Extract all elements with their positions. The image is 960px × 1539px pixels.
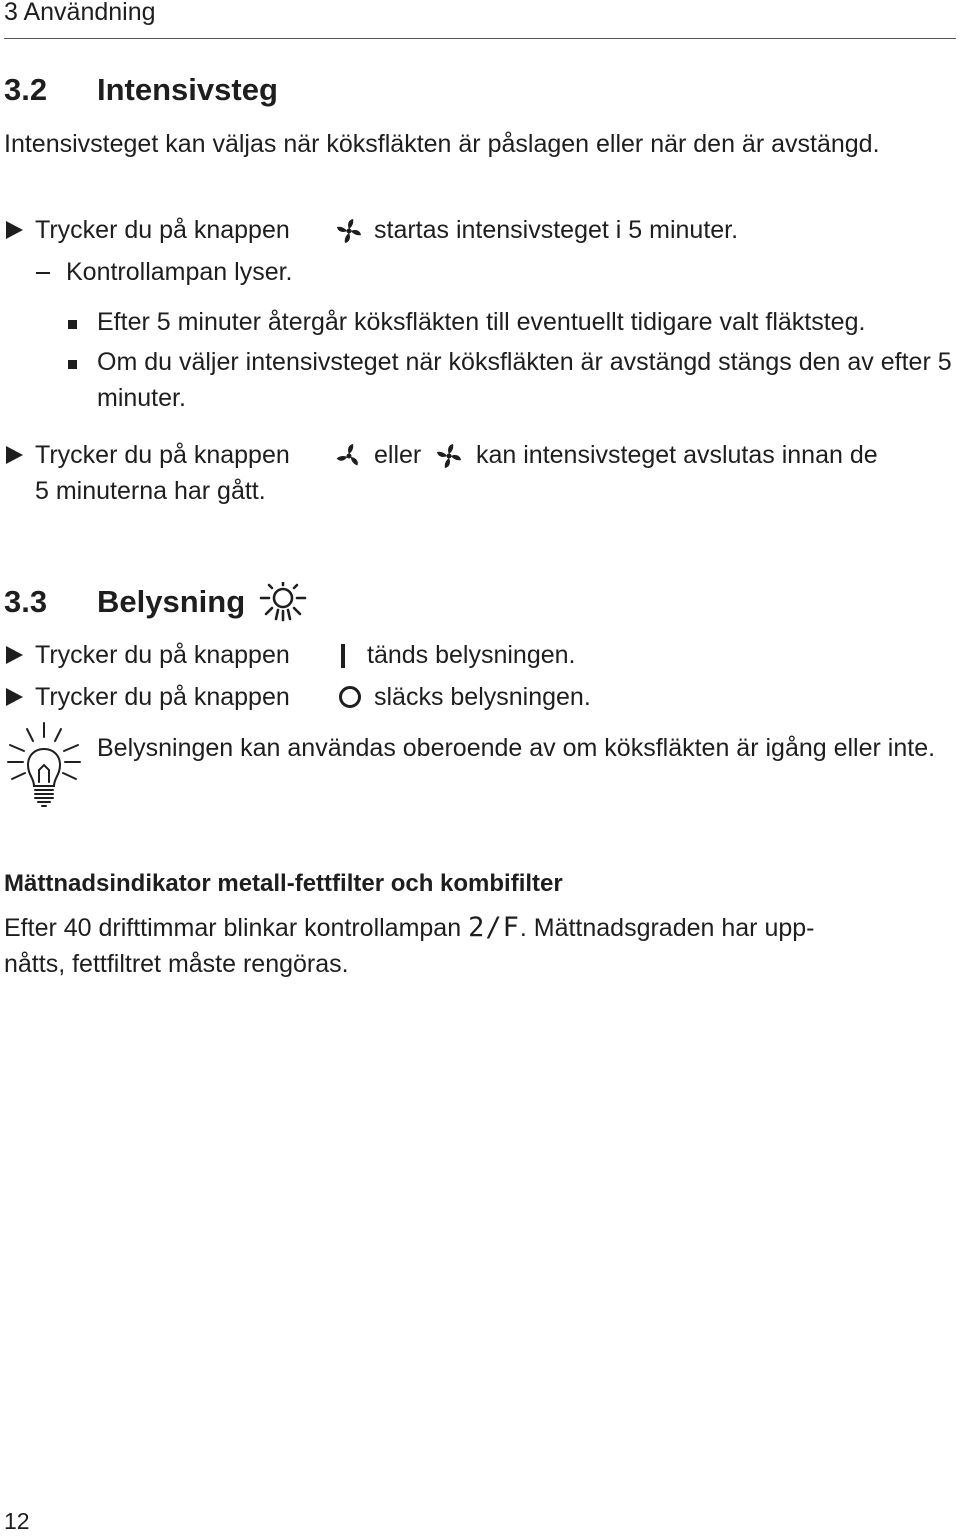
- step-text: släcks belysningen.: [374, 683, 591, 711]
- step-text: 5 minuterna har gått.: [35, 477, 266, 505]
- tip-bulb-icon: [6, 720, 82, 808]
- saturation-indicator: 2/F: [468, 912, 520, 943]
- tip-text: Belysningen kan användas oberoende av om köksfläkten är igång eller inte.: [97, 734, 936, 762]
- intensive-fan-icon: [336, 218, 362, 244]
- saturation-text: [4, 910, 815, 946]
- saturation-text-line2: nåtts, fettfiltret måste rengöras.: [4, 950, 349, 978]
- section-3-3-title: Belysning: [97, 584, 246, 619]
- result-dash: [36, 272, 50, 274]
- section-3-2-intro: Intensivsteget kan väljas när köksfläkten är påslagen eller när den är avstängd.: [4, 130, 880, 158]
- fan-icon: [336, 443, 362, 469]
- page-number: 12: [4, 1508, 30, 1534]
- step-text: Trycker du på knappen: [35, 641, 290, 669]
- section-3-2-number: 3.2: [4, 72, 48, 107]
- note-bullet: [68, 320, 77, 329]
- note-bullet: [68, 360, 77, 369]
- note-text: Om du väljer intensivsteget när köksfläkten är avstängd stängs den av efter 5 minuter.: [97, 348, 952, 412]
- step-text: kan intensivsteget avslutas innan de: [476, 441, 878, 469]
- step-text: Trycker du på knappen: [35, 683, 290, 711]
- step-text: eller: [374, 441, 422, 469]
- on-button-icon: [341, 644, 345, 668]
- step-text: startas intensivsteget i 5 minuter.: [374, 216, 739, 244]
- saturation-text-after: . Mättnadsgraden har upp-: [519, 914, 815, 942]
- off-button-icon: [337, 684, 363, 710]
- running-header: 3 Användning: [4, 0, 156, 26]
- section-3-2-title: Intensivsteg: [97, 72, 278, 107]
- step-arrow: [6, 688, 23, 706]
- step-arrow: [6, 446, 23, 464]
- light-bulb-icon: [258, 582, 308, 622]
- step-text: Trycker du på knappen: [35, 216, 290, 244]
- intensive-fan-icon: [436, 443, 462, 469]
- step-arrow: [6, 646, 23, 664]
- note-text: Efter 5 minuter återgår köksfläkten till eventuellt tidigare valt fläktsteg.: [97, 308, 866, 336]
- header-rule: [4, 38, 956, 39]
- step-arrow: [6, 221, 23, 239]
- saturation-heading: Mättnadsindikator metall-fettfilter och kombifilter: [4, 870, 563, 897]
- step-text: Trycker du på knappen: [35, 441, 290, 469]
- saturation-text-before: Efter 40 drifttimmar blinkar kontrollampan: [4, 914, 462, 942]
- step-text: tänds belysningen.: [367, 641, 576, 669]
- result-text: Kontrollampan lyser.: [66, 258, 293, 286]
- section-3-3-number: 3.3: [4, 584, 48, 619]
